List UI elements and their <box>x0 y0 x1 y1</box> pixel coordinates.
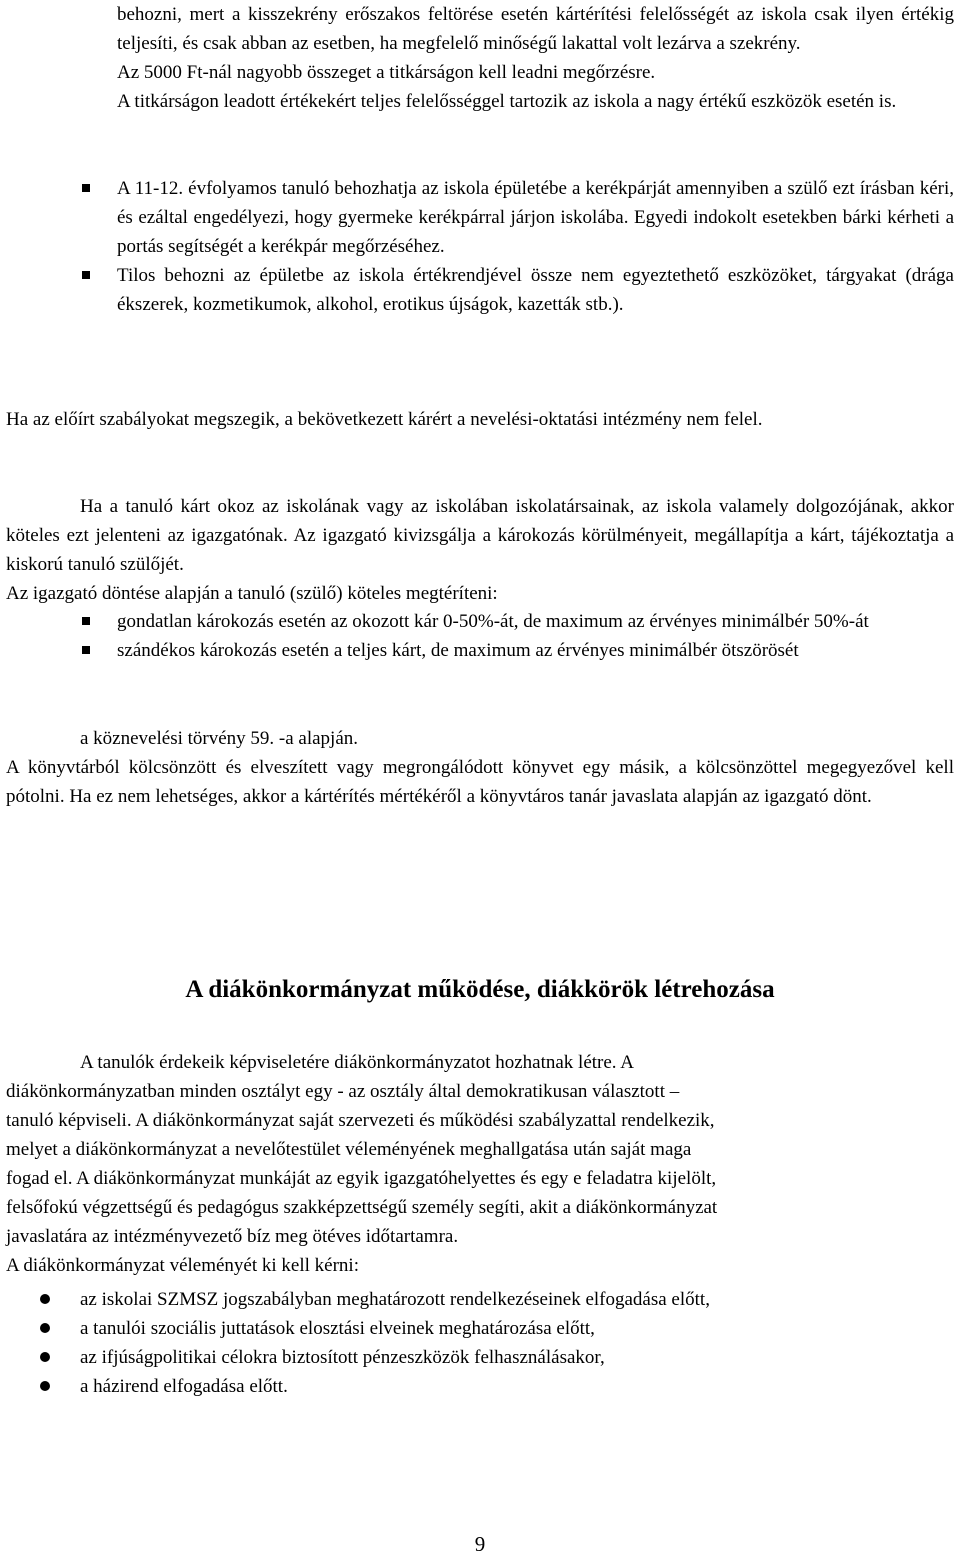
paragraph: Ha az előírt szabályokat megszegik, a bekövetkezett kárért a nevelési-oktatási intézmény nem felel. <box>6 409 763 430</box>
paragraph: Az igazgató döntése alapján a tanuló (szülő) köteles megtéríteni: <box>6 583 498 604</box>
list-item <box>0 261 960 319</box>
list-item-text: a házirend elfogadása előtt. <box>80 1376 288 1397</box>
list-item-text: az ifjúságpolitikai célokra biztosított pénzeszközök felhasználásakor, <box>80 1347 605 1368</box>
bullet-list <box>0 607 960 665</box>
square-bullet-icon <box>82 271 90 279</box>
text-line: melyet a diákönkormányzat a nevelőtestület véleményének meghallgatása után saját maga <box>6 1139 692 1160</box>
text-line: javaslatára az intézményvezető bíz meg ötéves időtartamra. <box>6 1226 459 1247</box>
text-line: Az 5000 Ft-nál nagyobb összeget a titkárságon kell leadni megőrzésre. <box>117 62 656 83</box>
continued-list-item <box>117 0 954 116</box>
list-item-text: A 11-12. évfolyamos tanuló behozhatja az iskola épületébe a kerékpárját amennyiben a szülő ezt írásban kéri, és ezáltal engedélyezi, hogy gyermeke kerékpárral járjon iskolába. Egyedi indokolt esetekben bárki kérheti a portás segítségét a kerékpár megőrzéséhez. <box>117 178 954 257</box>
text-line: A tanulók érdekeik képviseletére diákönkormányzatot hozhatnak létre. A <box>80 1052 634 1073</box>
dok-paragraph <box>6 1048 954 1280</box>
list-item <box>0 607 960 636</box>
list-item-text: gondatlan károkozás esetén az okozott kár 0-50%-át, de maximum az érvényes minimálbér 50%-át <box>117 611 869 632</box>
list-item <box>0 1343 960 1372</box>
square-bullet-icon <box>82 184 90 192</box>
list-item-text: az iskolai SZMSZ jogszabályban meghatározott rendelkezéseinek elfogadása előtt, <box>80 1289 710 1310</box>
paragraph: A könyvtárból kölcsönzött és elveszített vagy megrongálódott könyvet egy másik, a kölcsönzöttel megegyezővel kell pótolni. Ha ez nem lehetséges, akkor a kártérítés mértékéről a könyvtáros tanár javaslata alapján az igazgató dönt. <box>6 757 954 807</box>
list-item-text: a tanulói szociális juttatások elosztási elveinek meghatározása előtt, <box>80 1318 595 1339</box>
heading-text: A diákönkormányzat működése, diákkörök létrehozása <box>185 976 775 1003</box>
text-line: tanuló képviseli. A diákönkormányzat saját szervezeti és működési szabályzattal rendelkezik, <box>6 1110 715 1131</box>
continuation-text: behozni, mert a kisszekrény erőszakos feltörése esetén kártérítési felelősségét az iskola csak ilyen értékig teljesíti, és csak abban az esetben, ha megfelelő minőségű lakattal volt lezárva a szekrény. <box>117 4 954 54</box>
text-line: diákönkormányzatban minden osztályt egy - az osztály által demokratikusan választott – <box>6 1081 680 1102</box>
bullet-list <box>0 174 960 319</box>
round-bullet-icon <box>40 1352 50 1362</box>
list-item <box>0 174 960 261</box>
text-line: A titkárságon leadott értékekért teljes felelősséggel tartozik az iskola a nagy értékű eszközök esetén is. <box>117 91 897 112</box>
text-line: fogad el. A diákönkormányzat munkáját az egyik igazgatóhelyettes és egy e feladatra kijelölt, <box>6 1168 717 1189</box>
list-item-text: Tilos behozni az épületbe az iskola értékrendjével össze nem egyeztethető eszközöket, tárgyakat (drága ékszerek, kozmetikumok, alkohol, erotikus újságok, kazetták stb.). <box>117 265 954 315</box>
round-bullet-icon <box>40 1294 50 1304</box>
paragraph: Ha a tanuló kárt okoz az iskolának vagy az iskolában iskolatársainak, az iskola valamely dolgozójának, akkor köteles ezt jelenteni az igazgatónak. Az igazgató kivizsgálja a károkozás körülményeit, megállapítja a kárt, tájékoztatja a kiskorú tanuló szülőjét. <box>6 496 954 575</box>
round-bullet-icon <box>40 1323 50 1333</box>
list-item <box>0 636 960 665</box>
square-bullet-icon <box>82 617 90 625</box>
round-bullet-icon <box>40 1381 50 1391</box>
dot-bullet-list <box>0 1285 960 1401</box>
square-bullet-icon <box>82 646 90 654</box>
list-item <box>0 1372 960 1401</box>
page-number: 9 <box>474 1532 486 1556</box>
law-reference: a köznevelési törvény 59. -a alapján. <box>80 728 359 749</box>
text-line: A diákönkormányzat véleményét ki kell kérni: <box>6 1255 359 1276</box>
text-line: felsőfokú végzettségű és pedagógus szakképzettségű személy segíti, akit a diákönkormányzat <box>6 1197 718 1218</box>
list-item <box>0 1285 960 1314</box>
list-item <box>0 1314 960 1343</box>
list-item-text: szándékos károkozás esetén a teljes kárt, de maximum az érvényes minimálbér ötszörösét <box>117 640 799 661</box>
section-heading <box>0 973 960 1007</box>
